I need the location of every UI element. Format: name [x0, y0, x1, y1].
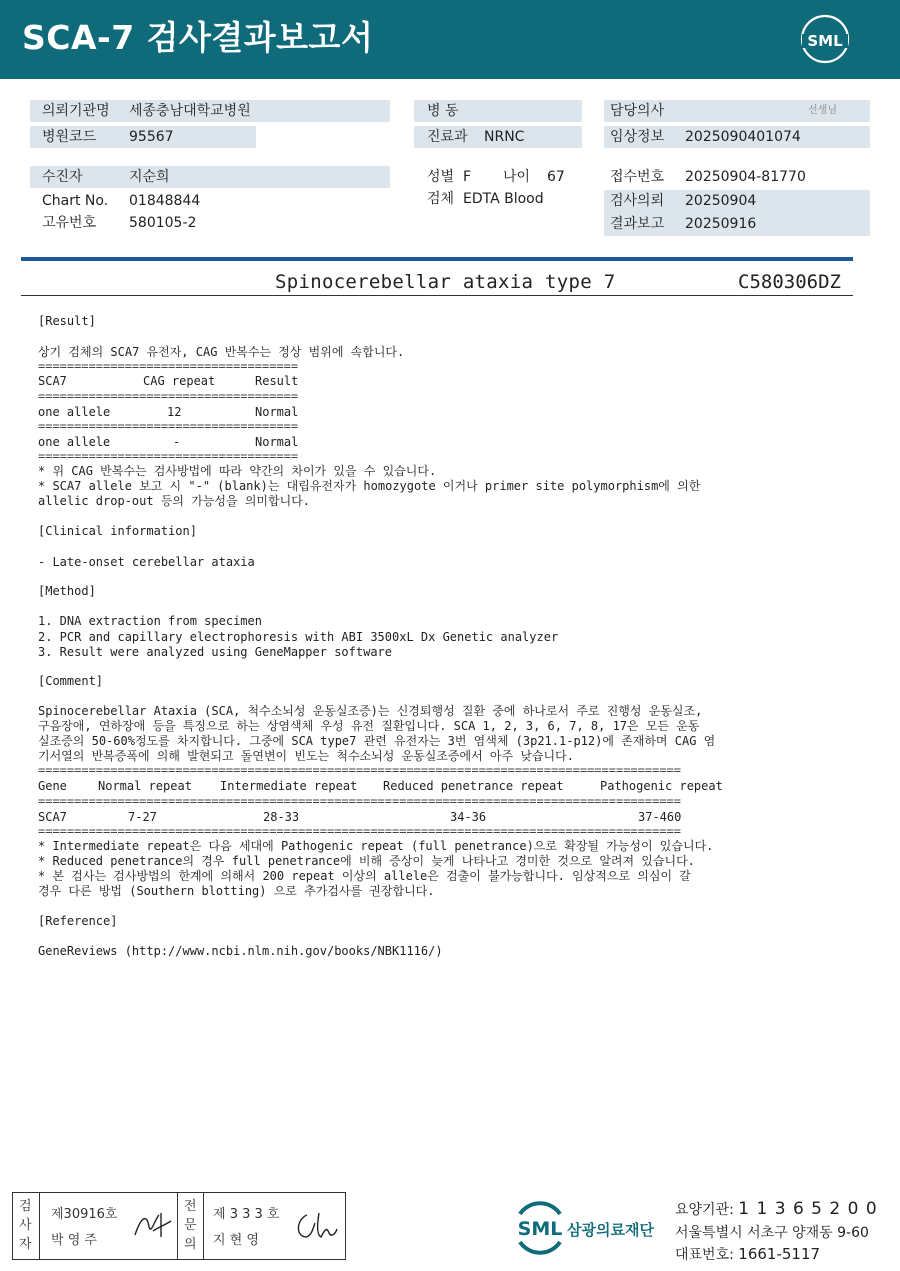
gene-header-gene: Gene	[38, 779, 67, 793]
divider	[39, 1193, 40, 1259]
logo-text: SML	[807, 32, 843, 50]
result-row1-repeat: 12	[167, 405, 182, 419]
clinical-heading: [Clinical information]	[38, 524, 197, 538]
institution-label: 의뢰기관명	[42, 103, 110, 119]
dept-value: NRNC	[484, 129, 525, 145]
receipt-value: 20250904-81770	[685, 169, 806, 185]
receipt-label: 접수번호	[610, 169, 665, 185]
comment-note-2: * Reduced penetrance의 경우 full penetrance에 비해 증상이 늦게 나타나고 경미한 것으로 알려져 있습니다.	[38, 854, 695, 868]
divider	[203, 1193, 204, 1259]
patient-value: 지순희	[129, 169, 170, 185]
gene-header-reduced: Reduced penetrance repeat	[383, 779, 564, 793]
sml-logo-icon	[800, 14, 850, 64]
inspector-number: 제30916호	[51, 1207, 118, 1222]
report-title: SCA-7 검사결과보고서	[22, 18, 374, 57]
method-step-2: 2. PCR and capillary electrophoresis with ABI 3500xL Dx Genetic analyzer	[38, 630, 559, 644]
result-heading: [Result]	[38, 314, 96, 328]
specialist-name: 지 현 영	[213, 1233, 259, 1248]
uid-value: 580105-2	[129, 215, 197, 231]
result-header-cag: CAG repeat	[143, 374, 216, 388]
chart-value: 01848844	[129, 193, 201, 209]
hospital-code-value: 95567	[129, 129, 174, 145]
result-row1-allele: one allele	[38, 405, 111, 419]
method-step-3: 3. Result were analyzed using GeneMapper software	[38, 645, 393, 659]
gene-row-reduced: 34-36	[450, 810, 487, 824]
divider: ====================================	[38, 419, 299, 433]
dept-label: 진료과	[427, 129, 468, 145]
method-step-1: 1. DNA extraction from specimen	[38, 614, 262, 628]
header-separator	[21, 257, 853, 261]
report-date-value: 20250916	[685, 216, 757, 232]
org-logo-text: SML	[517, 1218, 563, 1240]
phone-value: 1661-5117	[738, 1245, 821, 1263]
method-heading: [Method]	[38, 584, 96, 598]
reference-text: GeneReviews (http://www.ncbi.nlm.nih.gov/books/NBK1116/)	[38, 944, 443, 958]
gene-header-pathogenic: Pathogenic repeat	[600, 779, 723, 793]
comment-note-4: 경우 다른 방법 (Southern blotting) 으로 추가검사를 권장합니다.	[38, 884, 435, 898]
doctor-suffix: 선생님	[808, 105, 837, 116]
report-date-label: 결과보고	[610, 216, 665, 232]
gene-header-normal: Normal repeat	[98, 779, 192, 793]
specialist-label: 전 문 의	[184, 1199, 197, 1252]
inspector-signature-icon	[131, 1207, 173, 1243]
hospital-code-label: 병원코드	[42, 129, 97, 145]
request-value: 20250904	[685, 193, 757, 209]
comment-line-2: 구음장애, 연하장애 등을 특징으로 하는 상염색체 우성 유전 질환입니다. SCA 1, 2, 3, 6, 7, 8, 17은 모든 운동	[38, 719, 700, 733]
result-row2-result: Normal	[255, 435, 299, 449]
clinical-label: 임상정보	[610, 129, 665, 145]
specimen-label: 검체	[427, 191, 455, 207]
gene-header-intermediate: Intermediate repeat	[220, 779, 358, 793]
age-value: 67	[547, 169, 565, 185]
age-label: 나이	[503, 169, 531, 185]
result-note-2: * SCA7 allele 보고 시 "-" (blank)는 대립유전자가 homozygote 이거나 primer site polymorphism에 의한	[38, 479, 701, 493]
inspector-label: 검 사 자	[19, 1199, 32, 1252]
comment-line-1: Spinocerebellar Ataxia (SCA, 척수소뇌성 운동실조증)는 신경퇴행성 질환 중에 하나로서 주로 진행성 운동실조,	[38, 704, 703, 718]
sex-label: 성별	[427, 169, 455, 185]
result-header-result: Result	[255, 374, 299, 388]
test-code: C580306DZ	[738, 271, 841, 293]
phone-label: 대표번호:	[675, 1247, 734, 1263]
divider: =========================================================================================	[38, 794, 681, 808]
result-row2-allele: one allele	[38, 435, 111, 449]
patient-bar	[30, 166, 390, 188]
institution-code-value: 1 1 3 6 5 2 0 0	[738, 1199, 878, 1219]
uid-label: 고유번호	[42, 215, 97, 231]
ward-label: 병 동	[427, 103, 459, 119]
report-header	[0, 0, 900, 79]
clinical-text: - Late-onset cerebellar ataxia	[38, 555, 255, 569]
comment-line-3: 실조증의 50-60%정도를 차지합니다. 그중에 SCA type7 관련 유전자는 3번 염색체 (3p21.1-p12)에 존재하며 CAG 염	[38, 734, 716, 748]
specialist-number: 제 3 3 3 호	[213, 1207, 280, 1222]
org-address: 서울특별시 서초구 양재동 9-60	[675, 1225, 869, 1241]
divider	[177, 1193, 178, 1259]
result-row2-repeat: -	[173, 435, 181, 449]
signature-box	[12, 1192, 346, 1260]
clinical-value: 2025090401074	[685, 129, 801, 145]
result-header-gene: SCA7	[38, 374, 67, 388]
result-row1-result: Normal	[255, 405, 299, 419]
divider: ====================================	[38, 449, 299, 463]
divider: ====================================	[38, 359, 299, 373]
gene-row-normal: 7-27	[128, 810, 157, 824]
divider: =========================================================================================	[38, 763, 681, 777]
comment-heading: [Comment]	[38, 674, 104, 688]
reference-heading: [Reference]	[38, 914, 118, 928]
result-note-1: * 위 CAG 반복수는 검사방법에 따라 약간의 차이가 있을 수 있습니다.	[38, 464, 437, 478]
doctor-label: 담당의사	[610, 103, 665, 119]
org-logo-icon	[510, 1200, 570, 1256]
org-name: 삼광의료재단	[567, 1221, 654, 1239]
institution-code-row	[675, 1199, 878, 1219]
chart-label: Chart No.	[42, 193, 109, 209]
institution-code-label: 요양기관:	[675, 1202, 734, 1218]
request-label: 검사의뢰	[610, 193, 665, 209]
gene-row-gene: SCA7	[38, 810, 67, 824]
comment-line-4: 기서열의 반복증폭에 의해 발현되고 돌연변이 빈도는 척수소뇌성 운동실조증에서 아주 낮습니다.	[38, 749, 574, 763]
specimen-value: EDTA Blood	[463, 191, 544, 207]
comment-note-3: * 본 검사는 검사방법의 한계에 의해서 200 repeat 이상의 allele은 검출이 불가능합니다. 임상적으로 의심이 갈	[38, 869, 691, 883]
result-note-3: allelic drop-out 등의 가능성을 의미합니다.	[38, 494, 311, 508]
divider: ====================================	[38, 389, 299, 403]
test-underline	[21, 295, 853, 296]
test-name: Spinocerebellar ataxia type 7	[275, 271, 616, 293]
specialist-signature-icon	[293, 1209, 341, 1243]
gene-row-intermediate: 28-33	[263, 810, 300, 824]
inspector-name: 박 영 주	[51, 1233, 97, 1248]
result-text: 상기 검체의 SCA7 유전자, CAG 반복수는 정상 범위에 속합니다.	[38, 345, 405, 359]
divider: =========================================================================================	[38, 824, 681, 838]
patient-label: 수진자	[42, 169, 83, 185]
gene-row-pathogenic: 37-460	[638, 810, 682, 824]
institution-value: 세종충남대학교병원	[129, 103, 251, 119]
comment-note-1: * Intermediate repeat은 다음 세대에 Pathogenic repeat (full penetrance)으로 확장될 가능성이 있습니다.	[38, 839, 714, 853]
sex-value: F	[463, 169, 472, 185]
phone-row	[675, 1244, 820, 1264]
